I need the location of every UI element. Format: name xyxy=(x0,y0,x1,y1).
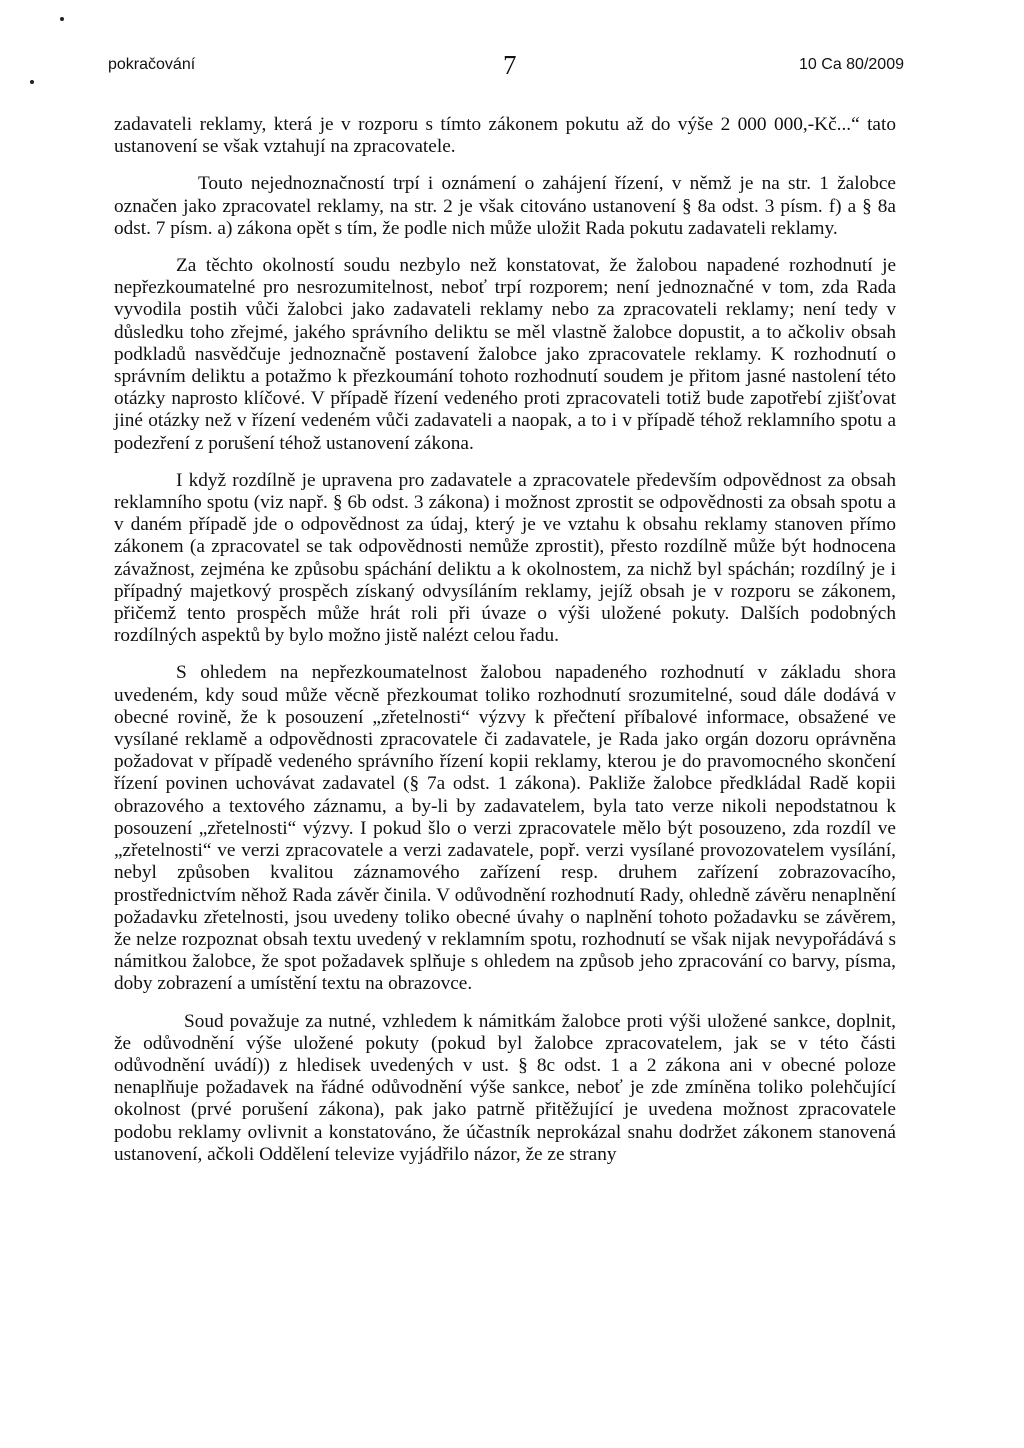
paragraph: zadavateli reklamy, která je v rozporu s tímto zákonem pokutu až do výše 2 000 000,-Kč...“ tato ustanovení se však vztahují na zpracovatele. xyxy=(114,114,896,158)
scan-mark xyxy=(30,80,34,84)
paragraph: Za těchto okolností soudu nezbylo než konstatovat, že žalobou napadené rozhodnutí je nepřezkoumatelné pro nesrozumitelnost, neboť trpí rozporem; není jednoznačné v tom, zda Rada vyvodila postih vůči žalobci jako zadavateli reklamy nebo za zpracovateli reklamy; není tedy v důsledku toho zřejmé, jakého správního deliktu se měl vlastně žalobce dopustit, a to ačkoliv obsah podkladů nasvědčuje jednoznačně postavení žalobce jako zpracovatele reklamy. K rozhodnutí o správním deliktu a potažmo k přezkoumání tohoto rozhodnutí soudem je přitom jasné nastolení této otázky naprosto klíčové. V případě řízení vedeného proti zpracovateli totiž bude zapotřebí zjišťovat jiné otázky než v řízení vedeném vůči zadavateli a naopak, a to i v případě téhož reklamního spotu a podezření z porušení téhož ustanovení zákona. xyxy=(114,255,896,454)
case-number: 10 Ca 80/2009 xyxy=(799,56,904,73)
header-continuation: pokračování xyxy=(108,56,196,73)
paragraph: Touto nejednoznačností trpí i oznámení o zahájení řízení, v němž je na str. 1 žalobce označen jako zpracovatel reklamy, na str. 2 je však citováno ustanovení § 8a odst. 3 písm. f) a § 8a odst. 7 písm. a) zákona opět s tím, že podle nich může uložit Rada pokutu zadavateli reklamy. xyxy=(114,173,896,239)
page-header xyxy=(108,50,904,80)
scan-mark xyxy=(60,17,64,21)
page-number: 7 xyxy=(503,50,517,80)
document-body xyxy=(114,114,896,1181)
paragraph: I když rozdílně je upravena pro zadavatele a zpracovatele především odpovědnost za obsah reklamního spotu (viz např. § 6b odst. 3 zákona) i možnost zprostit se odpovědnosti za obsah spotu a v daném případě jde o odpovědnost za údaj, který je ve vztahu k obsahu reklamy stanoven přímo zákonem (a zpracovatel se tak odpovědnosti nemůže zprostit), přesto rozdílně může být hodnocena závažnost, zejména ke způsobu spáchání deliktu a k okolnostem, za nichž byl spáchán; rozdílný je i případný majetkový prospěch získaný odvysíláním reklamy, jejíž obsah je v rozporu se zákonem, přičemž tento prospěch může hrát roli při úvaze o výši uložené pokuty. Dalších podobných rozdílných aspektů by bylo možno jistě nalézt celou řadu. xyxy=(114,469,896,647)
paragraph: S ohledem na nepřezkoumatelnost žalobou napadeného rozhodnutí v základu shora uvedeném, kdy soud může věcně přezkoumat toliko rozhodnutí srozumitelné, soud dále dodává v obecné rovině, že k posouzení „zřetelnosti“ výzvy k přečtení příbalové informace, obsažené ve vysílané reklamě a odpovědnosti zpracovatele či zadavatele, je Rada jako orgán dozoru oprávněna požadovat v případě vedeného správního řízení kopii reklamy, kterou je do pravomocného skončení řízení povinen uchovávat zadavatel (§ 7a odst. 1 zákona). Pakliže žalobce předkládal Radě kopii obrazového a textového záznamu, a by-li by zadavatelem, byla tato verze nikoli nepodstatnou k posouzení „zřetelnosti“ výzvy. I pokud šlo o verzi zpracovatele mělo být posouzeno, zda rozdíl ve „zřetelnosti“ ve verzi zpracovatele a verzi zadavatele, popř. verzi vysílané provozovatelem vysílání, nebyl způsoben kvalitou záznamového zařízení resp. druhem zařízení zobrazovacího, prostřednictvím něhož Rada závěr činila. V odůvodnění rozhodnutí Rady, ohledně závěru nenaplnění požadavku zřetelnosti, jsou uvedeny toliko obecné úvahy o naplnění tohoto požadavku se závěrem, že nelze rozpoznat obsah textu uvedený v reklamním spotu, rozhodnutí se však nijak nevypořádává s námitkou žalobce, že spot požadavek splňuje s ohledem na způsob jeho zpracování co barvy, písma, doby zobrazení a umístění textu na obrazovce. xyxy=(114,662,896,995)
paragraph: Soud považuje za nutné, vzhledem k námitkám žalobce proti výši uložené sankce, doplnit, že odůvodnění výše uložené pokuty (pokud byl žalobce zpracovatelem, jak se v této části odůvodnění uvádí)) z hledisek uvedených v ust. § 8c odst. 1 a 2 zákona ani v obecné poloze nenaplňuje požadavek na řádné odůvodnění výše sankce, neboť je zde zmíněna toliko polehčující okolnost (prvé porušení zákona), pak jako patrně přitěžující je uvedena možnost zpracovatele podobu reklamy ovlivnit a konstatováno, že účastník neprokázal snahu dodržet zákonem stanovená ustanovení, ačkoli Oddělení televize vyjádřilo názor, že ze strany xyxy=(114,1010,896,1165)
